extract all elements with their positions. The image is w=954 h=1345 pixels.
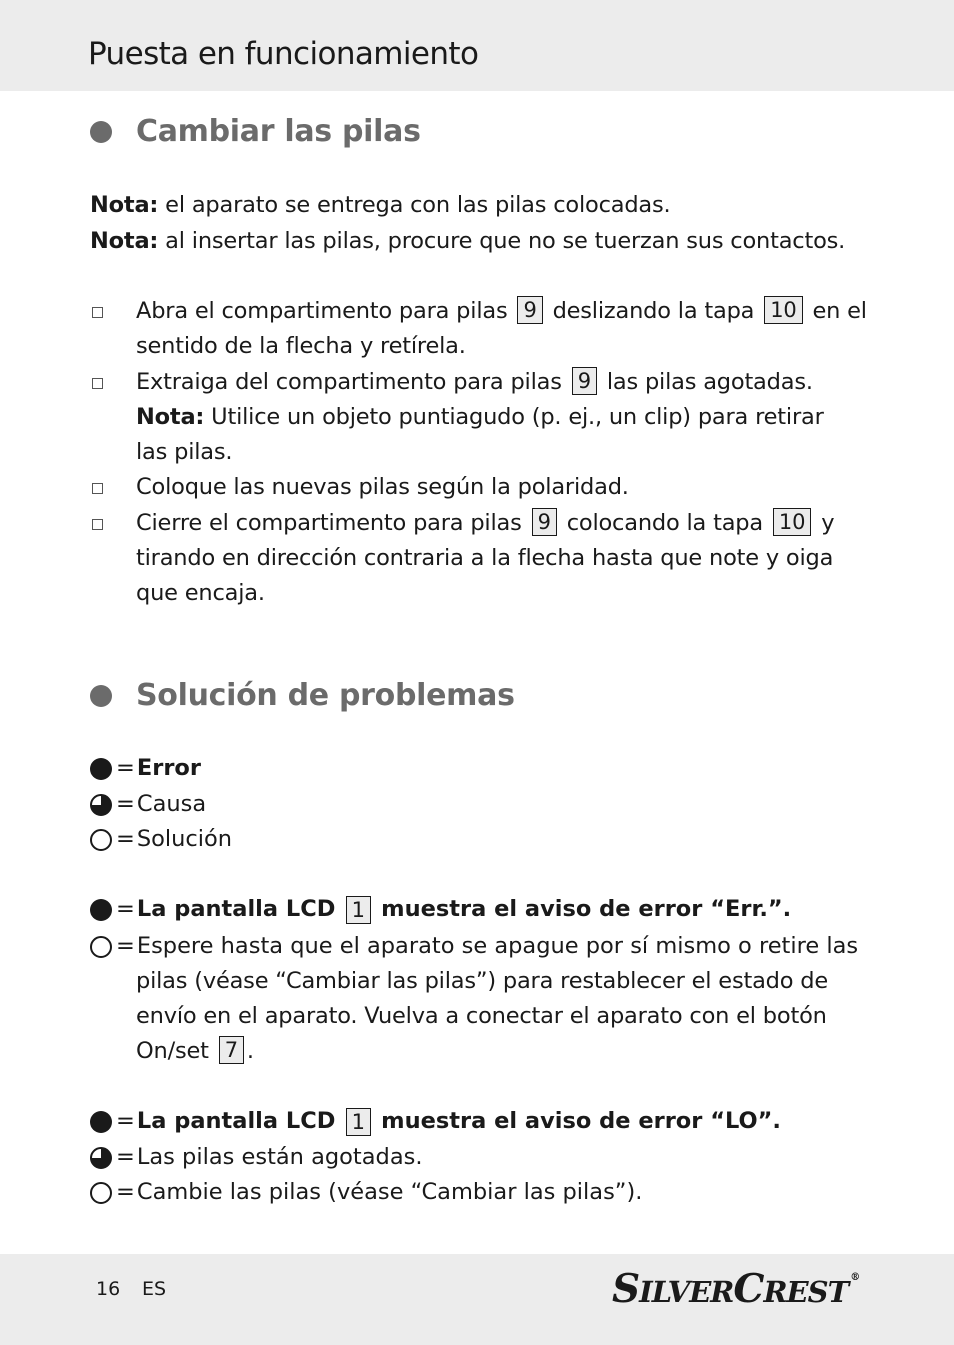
error-text: La pantalla LCD	[136, 1108, 336, 1134]
page-title: Puesta en funcionamiento	[88, 36, 479, 72]
filled-circle-icon	[90, 899, 112, 921]
checkbox-icon	[92, 307, 103, 318]
ref-number-box: 1	[346, 896, 371, 924]
problem-1-error	[90, 892, 791, 927]
note-label: Nota:	[90, 228, 159, 254]
problem-1-solution	[90, 929, 858, 964]
solution-text: Cambie las pilas (véase “Cambiar las pilas”).	[136, 1179, 643, 1205]
ref-number-box: 9	[572, 367, 597, 395]
section-title-cambiar-pilas	[90, 114, 421, 149]
ref-number-box: 9	[532, 508, 557, 536]
note-text: Utilice un objeto puntiagudo (p. ej., un clip) para retirar	[204, 404, 824, 430]
note-text: el aparato se entrega con las pilas colocadas.	[158, 192, 671, 218]
step-text: Cierre el compartimento para pilas	[136, 510, 522, 536]
step-text: Extraiga del compartimento para pilas	[136, 369, 562, 395]
legend-label: Error	[136, 755, 201, 781]
silvercrest-logo: SILVERCREST ®	[612, 1266, 860, 1312]
section-title-text: Cambiar las pilas	[136, 114, 421, 149]
half-circle-icon	[90, 794, 112, 816]
problem-2-cause	[90, 1140, 422, 1175]
legend-solution	[90, 822, 232, 857]
solution-text: On/set	[136, 1038, 209, 1064]
solution-text: Espere hasta que el aparato se apague por sí mismo o retire las	[136, 933, 859, 959]
note-label: Nota:	[136, 404, 205, 430]
step-text: las pilas agotadas.	[606, 369, 813, 395]
page-header	[0, 0, 954, 91]
step-text: en el	[812, 298, 867, 324]
ref-number-box: 10	[764, 296, 802, 324]
step-3-line-1: Coloque las nuevas pilas según la polaridad.	[136, 474, 629, 500]
checkbox-icon	[92, 483, 103, 494]
checkbox-icon	[92, 378, 103, 389]
section-title-text: Solución de problemas	[136, 678, 515, 713]
half-circle-icon	[90, 1147, 112, 1169]
ref-number-box: 7	[219, 1036, 244, 1064]
empty-circle-icon	[90, 1182, 112, 1204]
step-1-line-1	[136, 294, 867, 329]
equals-sign: =	[116, 755, 135, 781]
note-text: al insertar las pilas, procure que no se tuerzan sus contactos.	[158, 228, 846, 254]
problem-2-solution	[90, 1175, 642, 1210]
step-text: Abra el compartimento para pilas	[136, 298, 508, 324]
step-2-note	[136, 400, 824, 435]
error-text: muestra el aviso de error “LO”.	[381, 1108, 781, 1134]
step-text: deslizando la tapa	[552, 298, 755, 324]
equals-sign: =	[116, 1144, 135, 1170]
problem-1-solution-line-4	[136, 1034, 254, 1069]
checkbox-icon	[92, 519, 103, 530]
page-footer	[0, 1254, 954, 1345]
page-number: 16	[96, 1278, 121, 1300]
step-2-line-1	[136, 365, 813, 400]
ref-number-box: 1	[346, 1108, 371, 1136]
filled-circle-icon	[90, 758, 112, 780]
note-2	[90, 224, 845, 259]
section-title-solucion-problemas	[90, 678, 515, 713]
step-4-line-1	[136, 506, 834, 541]
legend-label: Causa	[136, 791, 207, 817]
step-4-line-3: que encaja.	[136, 580, 265, 606]
step-text: y	[821, 510, 835, 536]
step-text: colocando la tapa	[566, 510, 763, 536]
legend-cause	[90, 787, 206, 822]
equals-sign: =	[116, 791, 135, 817]
legend-label: Solución	[136, 826, 233, 852]
cause-text: Las pilas están agotadas.	[136, 1144, 423, 1170]
solution-text: .	[246, 1038, 254, 1064]
problem-1-solution-line-3: envío en el aparato. Vuelva a conectar el aparato con el botón	[136, 1003, 827, 1029]
equals-sign: =	[116, 896, 135, 922]
filled-circle-icon	[90, 1111, 112, 1133]
equals-sign: =	[116, 933, 135, 959]
problem-1-solution-line-2: pilas (véase “Cambiar las pilas”) para restablecer el estado de	[136, 968, 829, 994]
note-label: Nota:	[90, 192, 159, 218]
equals-sign: =	[116, 826, 135, 852]
step-4-line-2: tirando en dirección contraria a la flecha hasta que note y oiga	[136, 545, 834, 571]
problem-2-error	[90, 1104, 781, 1139]
error-text: muestra el aviso de error “Err.”.	[381, 896, 792, 922]
ref-number-box: 9	[517, 296, 542, 324]
step-2-line-3: las pilas.	[136, 439, 233, 465]
equals-sign: =	[116, 1108, 135, 1134]
legend-error	[90, 751, 201, 786]
error-text: La pantalla LCD	[136, 896, 336, 922]
empty-circle-icon	[90, 829, 112, 851]
empty-circle-icon	[90, 936, 112, 958]
note-1	[90, 188, 671, 223]
ref-number-box: 10	[773, 508, 811, 536]
step-1-line-2: sentido de la flecha y retírela.	[136, 333, 466, 359]
equals-sign: =	[116, 1179, 135, 1205]
bullet-dot-icon	[90, 121, 112, 143]
language-code: ES	[142, 1278, 167, 1300]
bullet-dot-icon	[90, 685, 112, 707]
